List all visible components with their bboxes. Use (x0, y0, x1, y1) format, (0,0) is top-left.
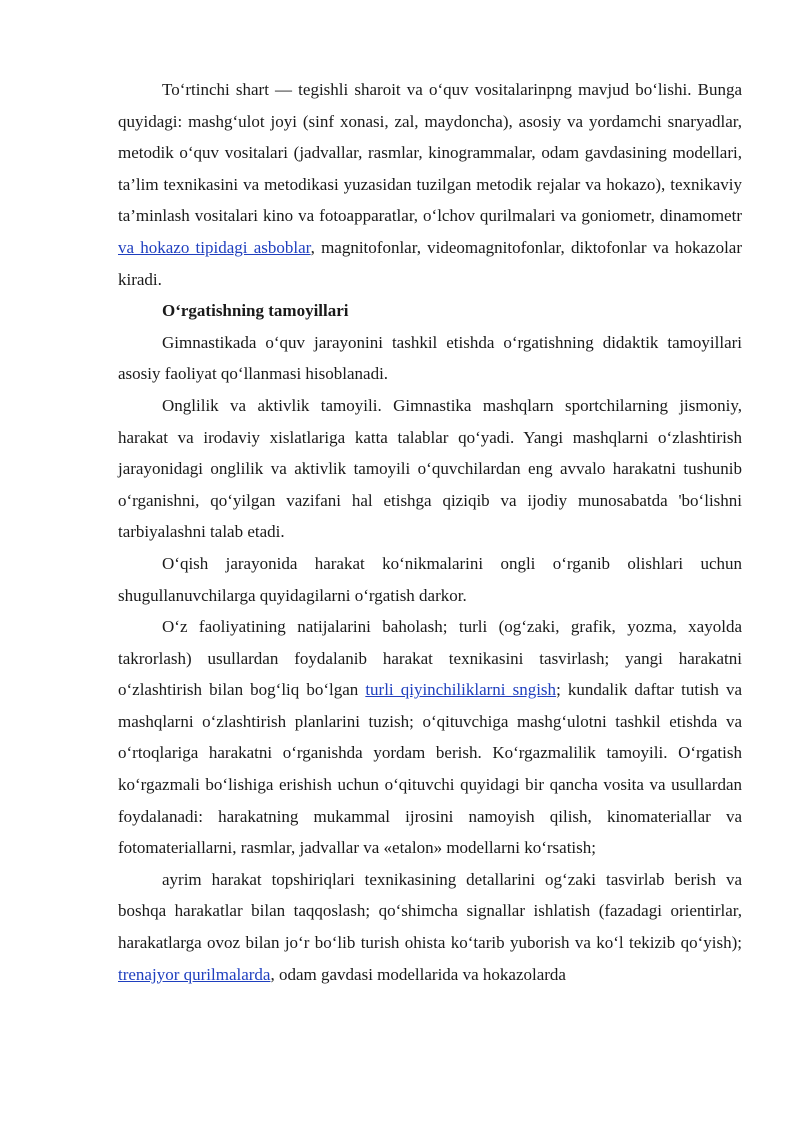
paragraph-didactic-principles: Gimnastikada o‘quv jarayonini tashkil etishda o‘rgatishning didaktik tamoyillari asosiy faoliyat qo‘llanmasi hisoblanadi. (118, 332, 742, 384)
document-body (118, 74, 742, 990)
paragraph-text: , magnitofonlar, videomagnitofonlar, diktofonlar va hokazolar kiradi. (118, 237, 743, 289)
paragraph-text: , odam gavdasi modellarida va hokazolarda (270, 964, 566, 984)
link-equipment[interactable]: va hokazo tipidagi asboblar (118, 237, 311, 257)
paragraph-learning-process: O‘qish jarayonida harakat ko‘nikmalarini ongli o‘rganib olishlari uchun shugullanuvchilarga quyidagilarni o‘rgatish darkor. (118, 553, 742, 605)
section-heading: O‘rgatishning tamoyillari (162, 301, 349, 321)
paragraph-text: ; kundalik daftar tutish va mashqlarni o‘zlashtirish planlarini tuzish; o‘qituvchiga mashg‘ulotni tashkil etishda va o‘rtoqlariga harakatni o‘rganishda yordam berish. Ko‘rgazmalilik tamoyili. O‘rgatish ko‘rgazmali bo‘lishiga erishish uchun o‘qituvchi quyidagi bir qancha vosita va usullardan foydalanadi: harakatning mukammal ijrosini namoyish qilish, kinomateriallar va fotomateriallarni, rasmlar, jadvallar va «etalon» modellarni ko‘rsatish; (118, 680, 742, 858)
paragraph-text: ayrim harakat topshiriqlari texnikasining detallarini og‘zaki tasvirlab berish va boshqa harakatlar bilan taqqoslash; qo‘shimcha signallar ishlatish (fazadagi orientirlar, harakatlarga ovoz bilan jo‘r bo‘lib turish ohista ko‘tarib yuborish va ko‘l tekizib qo‘yish); (118, 869, 742, 953)
paragraph-text: O‘z faoliyatining natijalarini baholash; turli (og‘zaki, grafik, yozma, xayolda takrorlash) usullardan foydalanib harakat texnikasini tasvirlash; yangi harakatni o‘zlashtirish bilan bog‘liq bo‘lgan (118, 617, 742, 700)
paragraph-conditions (118, 74, 742, 295)
paragraph-self-assessment (118, 611, 742, 864)
link-difficulties[interactable]: turli qiyinchiliklarni sngish (365, 680, 557, 700)
paragraph-consciousness-activity: Onglilik va aktivlik tamoyili. Gimnastika mashqlarn sportchilarning jismoniy, harakat va irodaviy xislatlariga katta talablar qo‘yadi. Yangi mashqlarni o‘zlashtirish jarayonidagi onglilik va aktivlik tamoyili o‘quvchilardan eng avvalo harakatni tushunib o‘rganishni, qo‘yilgan vazifani hal etishga qiziqib va ijodiy munosabatda 'bo‘lishni tarbiyalashni talab etadi. (118, 395, 742, 542)
paragraph-text: To‘rtinchi shart — tegishli sharoit va o‘quv vositalarinpng mavjud bo‘lishi. Bunga quyidagi: mashg‘ulot joyi (sinf xonasi, zal, maydoncha), asosiy va yordamchi snaryadlar, metodik o‘quv vositalari (jadvallar, rasmlar, kinogrammalar, odam gavdasining modellari, ta’lim texnikasini va metodikasi yuzasidan tuzilgan metodik rejalar va hokazo), texnikaviy ta’minlash vositalari kino va fotoapparatlar, o‘lchov qurilmalari va goniometr, dinamometr (118, 80, 742, 226)
link-training-devices[interactable]: trenajyor qurilmalarda (118, 964, 271, 984)
paragraph-technique-details (118, 864, 742, 990)
